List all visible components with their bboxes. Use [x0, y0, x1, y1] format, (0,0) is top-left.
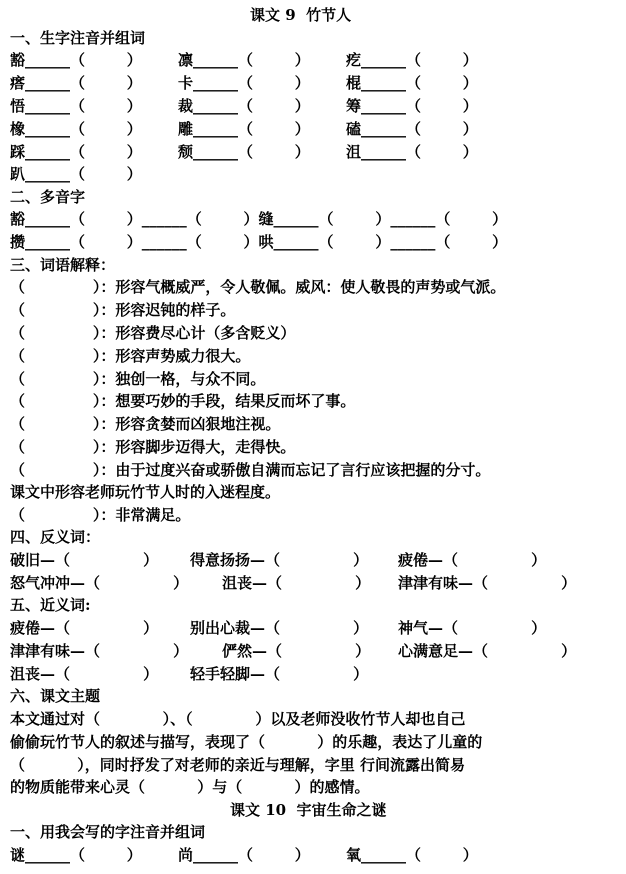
- synonym-entry[interactable]: 心满意足—（ ）: [398, 642, 577, 660]
- char-entry[interactable]: 谜______（ ）: [10, 846, 142, 864]
- section5-heading: 五、近义词:: [10, 596, 91, 614]
- char-entry[interactable]: 卡______（ ）: [178, 74, 310, 92]
- definition-row[interactable]: （ ）：想要巧妙的手段，结果反而坏了事。: [10, 392, 356, 410]
- char-entry[interactable]: 裁______（ ）: [178, 97, 310, 115]
- char-entry[interactable]: 橡______（ ）: [10, 120, 142, 138]
- section3-heading: 三、词语解释：: [10, 256, 116, 274]
- synonym-entry[interactable]: 津津有味—（ ）: [10, 642, 189, 660]
- theme-line[interactable]: 本文通过对（ ）、（ ）以及老师没收竹节人却也自己: [10, 710, 466, 728]
- char-entry[interactable]: 氧______（ ）: [346, 846, 478, 864]
- char-entry[interactable]: 颓______（ ）: [178, 143, 310, 161]
- antonym-entry[interactable]: 津津有味—（ ）: [398, 574, 577, 592]
- lesson10-title: 课文 10 宇宙生命之谜: [230, 801, 387, 819]
- definition-row[interactable]: （ ）：形容迟钝的样子。: [10, 301, 236, 319]
- char-entry[interactable]: 棍______（ ）: [346, 74, 478, 92]
- definition-row[interactable]: （ ）：形容脚步迈得大，走得快。: [10, 438, 296, 456]
- definition-row[interactable]: （ ）：独创一格，与众不同。: [10, 370, 266, 388]
- antonym-entry[interactable]: 破旧—（ ）: [10, 551, 159, 569]
- polyphone-row[interactable]: 豁______（ ）______（ ）缝______（ ）______（ ）: [10, 210, 508, 228]
- antonym-entry[interactable]: 怒气冲冲—（ ）: [10, 574, 189, 592]
- theme-line[interactable]: 的物质能带来心灵（ ）与（ ）的感情。: [10, 778, 370, 796]
- char-entry[interactable]: 筹______（ ）: [346, 97, 478, 115]
- char-entry[interactable]: 磕______（ ）: [346, 120, 478, 138]
- definition-row[interactable]: （ ）：形容费尽心计（多含贬义）: [10, 324, 296, 342]
- char-entry[interactable]: 疙______（ ）: [346, 51, 478, 69]
- section4-heading: 四、反义词：: [10, 528, 101, 546]
- definition-row[interactable]: （ ）：由于过度兴奋或骄傲自满而忘记了言行应该把握的分寸。: [10, 461, 491, 479]
- antonym-entry[interactable]: 沮丧—（ ）: [222, 574, 371, 592]
- antonym-entry[interactable]: 疲倦—（ ）: [398, 551, 547, 569]
- section1-heading: 一、生字注音并组词: [10, 29, 146, 47]
- char-entry[interactable]: 尚______（ ）: [178, 846, 310, 864]
- char-entry[interactable]: 踩______（ ）: [10, 143, 142, 161]
- lesson10-section1-heading: 一、用我会写的字注音并组词: [10, 823, 206, 841]
- definition-row[interactable]: （ ）：形容声势威力很大。: [10, 347, 251, 365]
- synonym-entry[interactable]: 轻手轻脚—（ ）: [190, 665, 369, 683]
- char-entry[interactable]: 豁______（ ）: [10, 51, 142, 69]
- synonym-entry[interactable]: 沮丧—（ ）: [10, 665, 159, 683]
- lesson9-title: 课文 9 竹节人: [250, 6, 352, 24]
- definition-row[interactable]: （ ）：非常满足。: [10, 506, 191, 524]
- definition-note: 课文中形容老师玩竹节人时的入迷程度。: [10, 483, 281, 501]
- theme-line[interactable]: （ ），同时抒发了对老师的亲近与理解，字里 行间流露出简易: [10, 756, 465, 774]
- char-entry[interactable]: 趴______（ ）: [10, 165, 142, 183]
- char-entry[interactable]: 凛______（ ）: [178, 51, 310, 69]
- section2-heading: 二、多音字: [10, 188, 86, 206]
- char-entry[interactable]: 雕______（ ）: [178, 120, 310, 138]
- synonym-entry[interactable]: 疲倦—（ ）: [10, 619, 159, 637]
- synonym-entry[interactable]: 俨然—（ ）: [222, 642, 371, 660]
- definition-row[interactable]: （ ）：形容气概威严，令人敬佩。威风：使人敬畏的声势或气派。: [10, 278, 506, 296]
- char-entry[interactable]: 沮______（ ）: [346, 143, 478, 161]
- definition-row[interactable]: （ ）：形容贪婪而凶狠地注视。: [10, 415, 281, 433]
- antonym-entry[interactable]: 得意扬扬—（ ）: [190, 551, 369, 569]
- polyphone-row[interactable]: 攒______（ ）______（ ）哄______（ ）______（ ）: [10, 233, 508, 251]
- section6-heading: 六、课文主题: [10, 687, 101, 705]
- char-entry[interactable]: 瘩______（ ）: [10, 74, 142, 92]
- synonym-entry[interactable]: 别出心裁—（ ）: [190, 619, 369, 637]
- char-entry[interactable]: 悟______（ ）: [10, 97, 142, 115]
- theme-line[interactable]: 偷偷玩竹节人的叙述与描写，表现了（ ）的乐趣，表达了儿童的: [10, 733, 483, 751]
- synonym-entry[interactable]: 神气—（ ）: [398, 619, 547, 637]
